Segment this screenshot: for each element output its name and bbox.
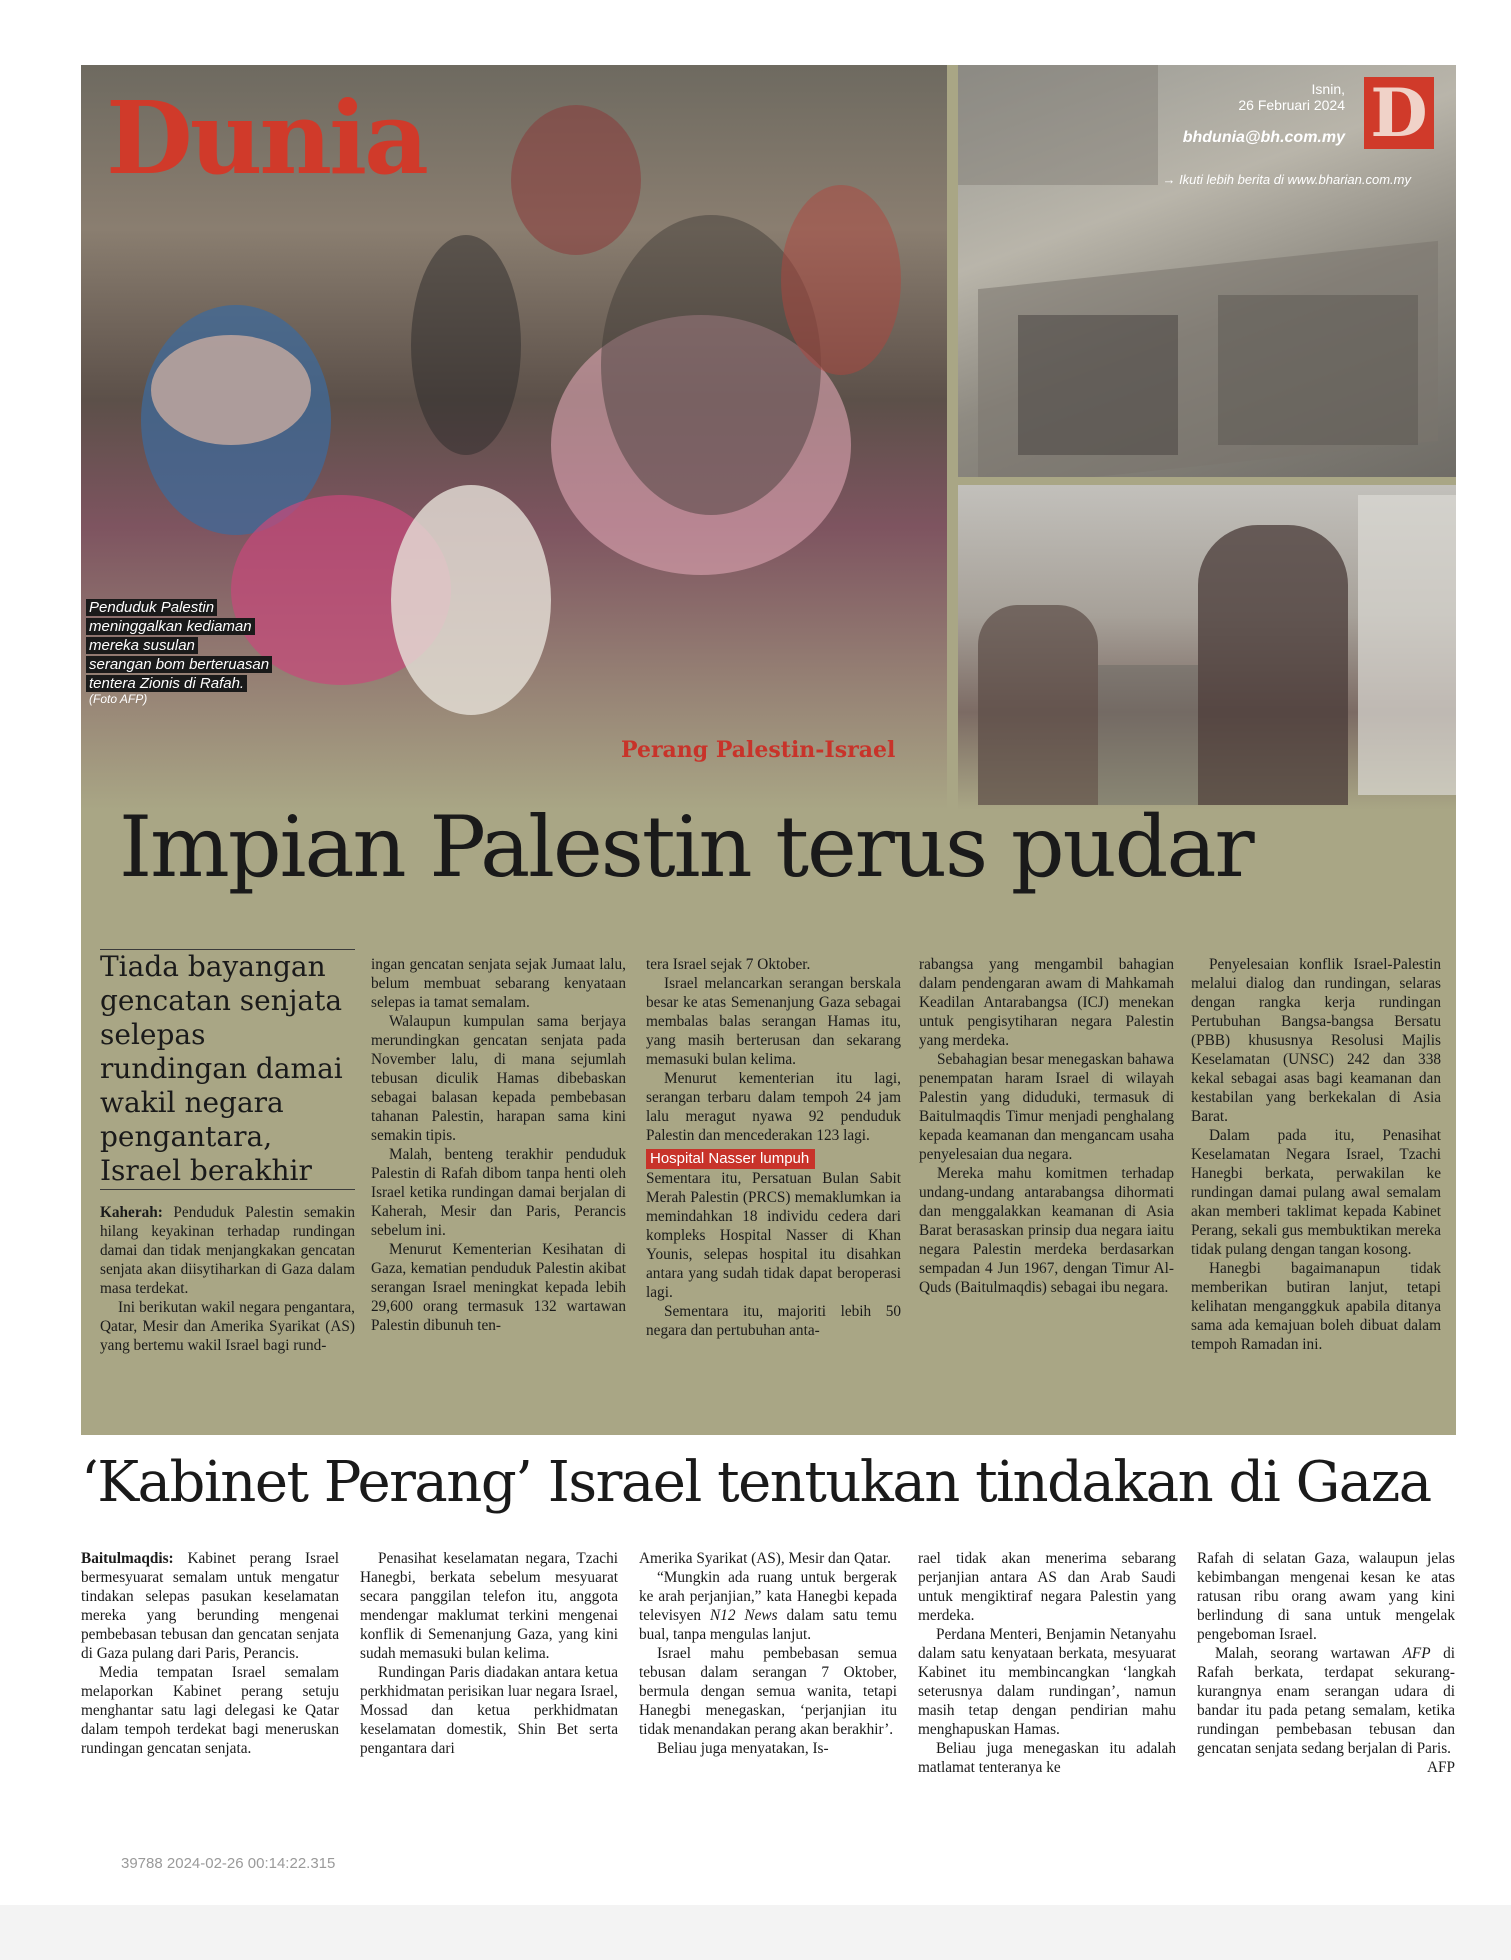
photo-credit: (Foto AFP) [89, 692, 148, 706]
paragraph: Mereka mahu komitmen terhadap undang-undang antarabangsa dihormati dan menggalakkan keamanan di Asia Barat berasaskan prinsip dua negara iaitu negara Palestin merdeka berdasarkan sempadan 4 Jun 1967, dengan Timur Al-Quds (Baitulmaqdis) sebagai ibu negara. [919, 1165, 1174, 1296]
paragraph: Rafah di selatan Gaza, walaupun jelas kebimbangan mengenai kesan ke atas ratusan ribu orang awam yang kini berlindung di sana untuk mengelak pengeboman Israel. [1197, 1550, 1455, 1643]
paragraph: rael tidak akan menerima sebarang perjanjian antara AS dan Arab Saudi untuk mengiktiraf negara Palestin yang merdeka. [918, 1550, 1176, 1624]
paragraph: Dalam pada itu, Penasihat Keselamatan Negara Israel, Tzachi Hanegbi berkata, perwakilan ke rundingan damai pulang awal semalam akan memberi taklimat kepada Kabinet Perang, sekali gus membuktikan mereka tidak pulang dengan tangan kosong. [1191, 1127, 1441, 1258]
paragraph: Amerika Syarikat (AS), Mesir dan Qatar. [639, 1550, 891, 1567]
lead-column-3 [646, 955, 901, 1340]
publication-name: N12 News [709, 1607, 778, 1624]
second-column-3 [639, 1549, 897, 1758]
story-kicker: Perang Palestin-Israel [621, 737, 896, 763]
paragraph: ingan gencatan senjata sejak Jumaat lalu, belum membuat sebarang kenyataan selepas ia tamat semalam. [371, 956, 626, 1011]
paragraph: Rundingan Paris diadakan antara ketua perkhidmatan perisikan luar negara Israel, Mossad dan ketua perkhidmatan keselamatan domestik, Shin Bet serta pengantara dari [360, 1664, 618, 1757]
paragraph: Israel melancarkan serangan berskala besar ke atas Semenanjung Gaza sebagai membalas balas serangan Hamas itu, yang masih berterusan dan sekarang memasuki bulan kelima. [646, 975, 901, 1068]
paragraph: Perdana Menteri, Benjamin Netanyahu dalam satu kenyataan berkata, mesyuarat Kabinet itu membincangkan ‘langkah seterusnya dalam rundingan’, namun masih tetap dengan pendirian mahu menghapuskan Hamas. [918, 1626, 1176, 1738]
paragraph: Media tempatan Israel semalam melaporkan Kabinet perang setuju menghantar satu lagi delegasi ke Qatar dalam tempoh terdekat bagi meneruskan rundingan gencatan senjata. [81, 1664, 339, 1757]
lead-story-panel [81, 65, 1456, 1435]
caption-line: meninggalkan kediaman [86, 618, 255, 635]
lead-column-2 [371, 955, 626, 1335]
paragraph: Malah, seorang wartawan [1215, 1645, 1403, 1662]
paragraph: Sebahagian besar menegaskan bahawa penempatan haram Israel di wilayah Palestin yang diduduki, termasuk di Baitulmaqdis Timur menjadi penghalang kepada keamanan dan mengancam usaha penyelesaian dua negara. [919, 1051, 1174, 1163]
caption-line: serangan bom berteruasan [86, 656, 272, 673]
photo-caption [86, 598, 326, 693]
paragraph: rabangsa yang mengambil bahagian dalam pendengaran awam di Mahkamah Keadilan Antarabangsa (ICJ) menekan untuk pengisytiharan negara Palestin yang merdeka. [919, 956, 1174, 1049]
paragraph: di Rafah berkata, terdapat sekurang-kurangnya enam serangan udara di bandar itu pada petang semalam, ketika rundingan pembebasan tebusan dan gencatan senjata sedang berjalan di Paris. [1197, 1645, 1455, 1757]
standfirst-rule-bottom [100, 1189, 355, 1190]
second-column-4 [918, 1549, 1176, 1777]
paragraph: Beliau juga menegaskan itu adalah matlamat tenteranya ke [918, 1740, 1176, 1776]
lead-column-5 [1191, 955, 1441, 1354]
paragraph: Sementara itu, majoriti lebih 50 negara dan pertubuhan anta- [646, 1303, 901, 1339]
masthead-day: Isnin, [1311, 81, 1345, 97]
paragraph: tera Israel sejak 7 Oktober. [646, 956, 811, 973]
section-logo: D [1364, 77, 1434, 149]
viewer-bottom-bar [0, 1905, 1511, 1960]
dateline: Kaherah: [100, 1204, 163, 1221]
paragraph: Sementara itu, Persatuan Bulan Sabit Merah Palestin (PRCS) memaklumkan ia memindahkan 18 individu cedera dari kompleks Hospital Nasser di Khan Younis, selepas hospital itu disahkan antara yang sudah tidak dapat beroperasi lagi. [646, 1170, 901, 1301]
lead-column-4 [919, 955, 1174, 1297]
paragraph: “Mungkin ada ruang untuk bergerak ke arah perjanjian,” kata Hanegbi kepada televisyen [639, 1569, 897, 1624]
second-column-2 [360, 1549, 618, 1758]
lead-column-1 [100, 1203, 355, 1355]
print-timestamp: 39788 2024-02-26 00:14:22.315 [121, 1855, 336, 1872]
masthead-email: bhdunia@bh.com.my [1182, 129, 1345, 146]
lead-headline: Impian Palestin terus pudar [119, 798, 1253, 896]
paragraph: dalam satu temu bual, tanpa mengulas lanjut. [639, 1607, 897, 1643]
paragraph: Penasihat keselamatan negara, Tzachi Hanegbi, berkata sebelum mesyuarat secara panggilan telefon itu, anggota mendengar maklumat terkini mengenai konflik di Semenanjung Gaza, yang kini sudah memasuki bulan kelima. [360, 1550, 618, 1662]
masthead-date [1081, 81, 1345, 113]
agency-name: AFP [1402, 1645, 1431, 1662]
paragraph: Menurut kementerian itu lagi, serangan terbaru dalam tempoh 24 jam lalu meragut nyawa 92 penduduk Palestin dan mencederakan 123 lagi. [646, 1070, 901, 1144]
paragraph: Beliau juga menyatakan, Is- [657, 1740, 829, 1757]
signoff: AFP [1426, 1759, 1455, 1776]
paragraph: Kabinet perang Israel bermesyuarat semalam untuk mengatur tindakan selepas pasukan keselamatan mereka yang berunding mengenai pembebasan tebusan dan gencatan senjata di Gaza pulang dari Paris, Perancis. [81, 1550, 339, 1662]
paragraph: Menurut Kementerian Kesihatan di Gaza, kematian penduduk Palestin akibat serangan Israel meningkat kepada lebih 29,600 orang termasuk 132 wartawan Palestin dibunuh ten- [371, 1241, 626, 1334]
paragraph: Penduduk Palestin semakin hilang keyakinan terhadap rundingan damai dan tidak menjangkakan gencatan senjata akan diisytiharkan di Gaza dalam masa terdekat. [100, 1204, 355, 1297]
masthead-follow-link: → Ikuti lebih berita di www.bharian.com.my [1162, 172, 1411, 187]
second-column-1 [81, 1549, 339, 1758]
paragraph: Israel mahu pembebasan semua tebusan dalam serangan 7 Oktober, bermula dengan semua wanita, tetapi Hanegbi menegaskan, ‘perjanjian itu tidak menandakan perang akan berakhir’. [639, 1645, 897, 1738]
paragraph: Walaupun kumpulan sama berjaya merundingkan gencatan senjata pada November lalu, di mana sejumlah tebusan diculik Hamas dibebaskan sebagai balasan kepada pembebasan tahanan Palestin, harapan sama kini semakin tipis. [371, 1013, 626, 1144]
photo-women-alley [958, 485, 1456, 810]
paragraph: Malah, benteng terakhir penduduk Palestin di Rafah dibom tanpa henti oleh Israel ketika rundingan damai berjalan di Kaherah, Mesir dan Paris, Perancis sebelum ini. [371, 1146, 626, 1239]
caption-line: tentera Zionis di Rafah. [86, 675, 247, 692]
subhead-hospital-nasser: Hospital Nasser lumpuh [646, 1149, 815, 1169]
paragraph: Ini berikutan wakil negara pengantara, Qatar, Mesir dan Amerika Syarikat (AS) yang bertemu wakil Israel bagi rund- [100, 1299, 355, 1354]
standfirst: Tiada bayangan gencatan senjata selepas rundingan damai wakil negara pengantara, Israel berakhir [100, 950, 343, 1187]
caption-line: mereka susulan [86, 637, 198, 654]
paragraph: Penyelesaian konflik Israel-Palestin melalui dialog dan rundingan, selaras dengan rangka kerja rundingan Pertubuhan Bangsa-bangsa Bersatu (PBB) khususnya Resolusi Majlis Keselamatan (UNSC) 242 dan 338 kekal sebagai asas bagi keamanan dan kestabilan yang berkekalan di Asia Barat. [1191, 956, 1441, 1125]
section-title: Dunia [106, 79, 426, 197]
second-column-5 [1197, 1549, 1455, 1777]
paragraph: Hanegbi bagaimanapun tidak memberikan butiran lanjut, tetapi kelihatan menganggkuk apabila ditanya sama ada kemajuan boleh dibuat dalam tempoh Ramadan ini. [1191, 1260, 1441, 1353]
second-headline: ‘Kabinet Perang’ Israel tentukan tindakan di Gaza [81, 1450, 1431, 1515]
masthead-full-date: 26 Februari 2024 [1238, 97, 1345, 113]
dateline: Baitulmaqdis: [81, 1550, 174, 1567]
caption-line: Penduduk Palestin [86, 599, 217, 616]
